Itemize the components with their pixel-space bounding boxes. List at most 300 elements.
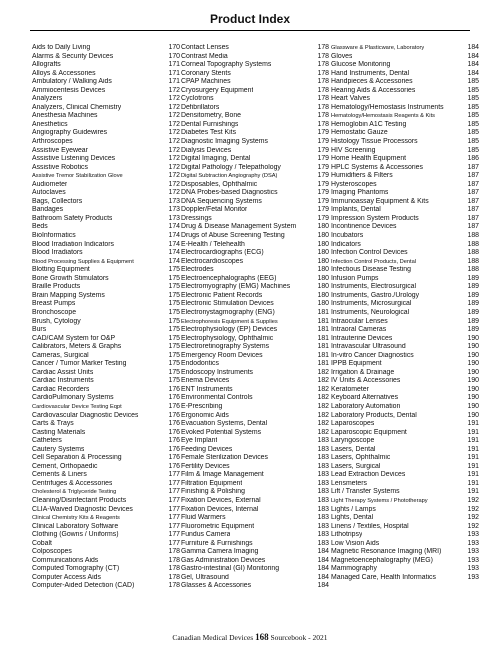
index-entry xyxy=(32,582,180,591)
entry-page: 176 xyxy=(168,454,180,462)
index-entry xyxy=(32,78,180,87)
entry-term: Alloys & Accessories xyxy=(32,69,96,77)
entry-term: Drugs of Abuse Screening Testing xyxy=(181,232,285,240)
entry-term: Lights, Dental xyxy=(331,514,374,522)
entry-page: 175 xyxy=(168,300,180,308)
entry-page: 188 xyxy=(467,240,479,248)
entry-page: 193 xyxy=(467,539,479,547)
index-entry xyxy=(32,386,180,395)
entry-term: Alarms & Security Devices xyxy=(32,52,114,60)
entry-term: Hemostatic Gauze xyxy=(331,129,388,137)
entry-term: Finishing & Polishing xyxy=(181,488,245,496)
index-entry xyxy=(331,70,479,79)
index-entry xyxy=(181,258,329,267)
entry-page: 172 xyxy=(168,120,180,128)
entry-page: 179 xyxy=(317,197,329,205)
entry-page: 191 xyxy=(467,454,479,462)
entry-term: Blood Processing Supplies & Equipment xyxy=(32,258,134,265)
entry-term: Electroencephalographs (EEG) xyxy=(181,274,277,282)
index-entry xyxy=(181,377,329,386)
entry-page: 193 xyxy=(467,531,479,539)
index-entry xyxy=(331,104,479,113)
entry-term: Assistive Listening Devices xyxy=(32,155,116,163)
entry-term: Linens / Textiles, Hospital xyxy=(331,522,409,530)
entry-page: 179 xyxy=(317,189,329,197)
entry-page: 172 xyxy=(168,180,180,188)
entry-page: 182 xyxy=(317,394,329,402)
index-entry xyxy=(32,446,180,455)
entry-page: 179 xyxy=(317,129,329,137)
entry-term: Laryngoscope xyxy=(331,437,375,445)
entry-page: 177 xyxy=(168,505,180,513)
entry-term: Fertility Devices xyxy=(181,462,230,470)
index-entry xyxy=(32,147,180,156)
footer-publication: Canadian Medical Devices xyxy=(172,633,256,642)
entry-term: Allografts xyxy=(32,61,61,69)
entry-term: Low Vision Aids xyxy=(331,539,380,547)
index-entry xyxy=(32,437,180,446)
index-entry xyxy=(181,557,329,566)
index-entry xyxy=(181,70,329,79)
entry-page: 174 xyxy=(168,223,180,231)
entry-term: Enema Devices xyxy=(181,377,230,385)
index-entry xyxy=(331,471,479,480)
entry-term: Digital Subtraction Angiography (DSA) xyxy=(181,173,278,180)
entry-page: 178 xyxy=(168,573,180,581)
entry-term: Electrophysiology, Ophthalmic xyxy=(181,334,274,342)
entry-term: Diabetes Test Kits xyxy=(181,129,237,137)
entry-page: 187 xyxy=(467,163,479,171)
index-entry xyxy=(32,326,180,335)
index-entry xyxy=(331,377,479,386)
entry-page: 180 xyxy=(317,300,329,308)
entry-page: 187 xyxy=(467,197,479,205)
index-entry xyxy=(32,420,180,429)
index-entry xyxy=(181,138,329,147)
index-entry xyxy=(331,300,479,309)
entry-term: Laparoscopic Equipment xyxy=(331,428,407,436)
entry-term: DNA Sequencing Systems xyxy=(181,197,262,205)
entry-page: 192 xyxy=(467,514,479,522)
entry-term: Infectious Disease Testing xyxy=(331,266,411,274)
index-entry xyxy=(32,394,180,403)
index-entry xyxy=(181,249,329,258)
entry-term: Gastro-intestinal (GI) Monitoring xyxy=(181,565,280,573)
entry-term: Contact Lenses xyxy=(181,44,229,51)
entry-term: Electroretinography Systems xyxy=(181,343,270,351)
entry-term: Glasses & Accessories xyxy=(181,582,252,590)
entry-page: 187 xyxy=(467,172,479,180)
entry-page: 190 xyxy=(467,377,479,385)
entry-page: 188 xyxy=(467,232,479,240)
index-entry xyxy=(32,343,180,352)
index-entry xyxy=(331,121,479,130)
entry-page: 171 xyxy=(168,61,180,69)
entry-page: 182 xyxy=(317,420,329,428)
entry-page: 190 xyxy=(467,368,479,376)
index-entry xyxy=(331,172,479,181)
entry-term: Laboratory Automation xyxy=(331,402,401,410)
index-entry xyxy=(181,164,329,173)
entry-page: 186 xyxy=(467,155,479,163)
entry-term: BioInformatics xyxy=(32,232,76,240)
entry-term: Infusion Pumps xyxy=(331,274,379,282)
index-entry xyxy=(181,403,329,412)
index-entry xyxy=(32,471,180,480)
index-entry xyxy=(32,309,180,318)
entry-term: Electronic Patient Records xyxy=(181,291,263,299)
entry-page: 187 xyxy=(467,206,479,214)
entry-page: 175 xyxy=(168,326,180,334)
entry-page: 180 xyxy=(317,257,329,265)
entry-page: 171 xyxy=(168,78,180,86)
entry-page: 174 xyxy=(168,240,180,248)
entry-page: 189 xyxy=(467,317,479,325)
entry-page: 183 xyxy=(317,539,329,547)
entry-page: 185 xyxy=(467,120,479,128)
entry-page: 191 xyxy=(467,488,479,496)
entry-term: Assistive Eyewear xyxy=(32,146,88,154)
entry-term: Filtration Equipment xyxy=(181,479,243,487)
entry-term: Braille Products xyxy=(32,283,81,291)
entry-page: 180 xyxy=(317,232,329,240)
entry-term: Lift / Transfer Systems xyxy=(331,488,400,496)
entry-term: Humidifiers & Filters xyxy=(331,172,393,180)
index-entry xyxy=(181,292,329,301)
index-entry xyxy=(181,326,329,335)
index-entry xyxy=(32,223,180,232)
entry-term: Bags, Collectors xyxy=(32,197,83,205)
index-entry xyxy=(32,155,180,164)
index-entry xyxy=(331,61,479,70)
entry-term: Mammography xyxy=(331,565,377,573)
index-entry xyxy=(181,241,329,250)
index-entry xyxy=(181,523,329,532)
index-entry xyxy=(32,523,180,532)
entry-page: 193 xyxy=(467,565,479,573)
entry-term: Eye Implant xyxy=(181,437,218,445)
entry-term: CAD/CAM System for O&P xyxy=(32,334,116,342)
entry-term: Blotting Equipment xyxy=(32,266,90,274)
entry-page: 172 xyxy=(168,189,180,197)
entry-page: 172 xyxy=(168,95,180,103)
index-entry xyxy=(32,258,180,267)
entry-term: In-vitro Cancer Diagnostics xyxy=(331,351,414,359)
index-entry xyxy=(181,548,329,557)
entry-page: 178 xyxy=(168,556,180,564)
index-entry xyxy=(32,335,180,344)
entry-page: 184 xyxy=(317,582,329,590)
entry-page: 179 xyxy=(317,172,329,180)
entry-page: 190 xyxy=(467,351,479,359)
entry-page: 187 xyxy=(467,180,479,188)
entry-page: 180 xyxy=(317,240,329,248)
entry-term: Breast Pumps xyxy=(32,300,76,308)
index-entry xyxy=(331,112,479,121)
entry-page: 192 xyxy=(467,505,479,513)
index-entry xyxy=(331,223,479,232)
index-entry xyxy=(331,412,479,421)
entry-term: Cardiovascular Diagnostic Devices xyxy=(32,411,139,419)
entry-term: Hematology/Hemostasis Reagents & Kits xyxy=(331,113,435,120)
entry-term: Assistive Tremor Stabilization Glove xyxy=(32,173,123,180)
index-entry xyxy=(331,360,479,369)
entry-term: Bronchoscope xyxy=(32,308,77,316)
entry-page: 185 xyxy=(467,112,479,120)
index-entry xyxy=(331,181,479,190)
entry-term: HIV Screening xyxy=(331,146,376,154)
entry-term: Intraoral Cameras xyxy=(331,326,387,334)
entry-page: 178 xyxy=(317,61,329,69)
entry-page: 188 xyxy=(467,257,479,265)
entry-term: Gel, Ultrasound xyxy=(181,573,229,581)
entry-term: Hand Instruments, Dental xyxy=(331,69,410,77)
entry-page: 178 xyxy=(168,582,180,590)
index-entry xyxy=(32,95,180,104)
entry-term: Keratometer xyxy=(331,385,369,393)
entry-term: Assistive Robotics xyxy=(32,163,88,171)
entry-page: 187 xyxy=(467,214,479,222)
entry-term: Cancer / Tumor Marker Testing xyxy=(32,360,127,368)
entry-term: Cyclotrons xyxy=(181,95,214,103)
entry-term: Analyzers, Clinical Chemistry xyxy=(32,103,122,111)
entry-term: Instruments, Microsurgical xyxy=(331,300,412,308)
entry-page: 184 xyxy=(467,52,479,60)
index-entry xyxy=(331,437,479,446)
entry-term: Corneal Topography Systems xyxy=(181,61,272,69)
entry-term: Instruments, Neurological xyxy=(331,308,410,316)
entry-term: Blood Irradiators xyxy=(32,249,83,257)
index-entry xyxy=(331,215,479,224)
index-entry xyxy=(331,95,479,104)
entry-term: Clinical Laboratory Software xyxy=(32,522,119,530)
index-column-1 xyxy=(32,44,180,591)
entry-page: 185 xyxy=(467,146,479,154)
entry-page: 184 xyxy=(317,556,329,564)
entry-page: 190 xyxy=(467,402,479,410)
index-entry xyxy=(181,488,329,497)
entry-term: Digital Pathology / Telepathology xyxy=(181,163,281,171)
entry-term: Aids to Daily Living xyxy=(32,44,91,51)
index-entry xyxy=(32,266,180,275)
entry-page: 175 xyxy=(168,343,180,351)
entry-page: 178 xyxy=(317,120,329,128)
entry-term: Angiography Guidewires xyxy=(32,129,108,137)
index-entry xyxy=(181,335,329,344)
entry-page: 178 xyxy=(317,69,329,77)
entry-page: 181 xyxy=(317,360,329,368)
entry-page: 175 xyxy=(168,266,180,274)
entry-page: 178 xyxy=(317,112,329,120)
entry-term: Lights / Lamps xyxy=(331,505,376,513)
entry-term: Endodontics xyxy=(181,360,219,368)
entry-page: 185 xyxy=(467,129,479,137)
index-entry xyxy=(331,514,479,523)
entry-page: 176 xyxy=(168,394,180,402)
entry-page: 183 xyxy=(317,531,329,539)
index-entry xyxy=(331,352,479,361)
index-entry xyxy=(181,463,329,472)
entry-term: IPPB Equipment xyxy=(331,360,382,368)
entry-term: Hematology/Hemostasis Instruments xyxy=(331,103,444,111)
index-column-3 xyxy=(331,44,479,582)
entry-page: 189 xyxy=(467,291,479,299)
entry-term: Contrast Media xyxy=(181,52,228,60)
index-entry xyxy=(331,386,479,395)
entry-term: Magnetic Resonance Imaging (MRI) xyxy=(331,548,442,556)
index-entry xyxy=(331,147,479,156)
entry-page: 172 xyxy=(168,86,180,94)
entry-term: Cardiovascular Device Testing Eqpt xyxy=(32,403,122,410)
index-entry xyxy=(181,318,329,327)
index-entry xyxy=(181,215,329,224)
index-entry xyxy=(331,232,479,241)
index-entry xyxy=(331,557,479,566)
index-column-2 xyxy=(181,44,329,591)
entry-page: 190 xyxy=(467,360,479,368)
entry-term: Indicators xyxy=(331,240,361,248)
entry-term: Cardiac Assist Units xyxy=(32,368,94,376)
index-entry xyxy=(32,531,180,540)
index-entry xyxy=(331,87,479,96)
entry-page: 177 xyxy=(168,514,180,522)
entry-page: 181 xyxy=(317,343,329,351)
entry-term: Cameras, Surgical xyxy=(32,351,89,359)
index-entry xyxy=(331,249,479,258)
index-entry xyxy=(32,241,180,250)
entry-page: 185 xyxy=(467,103,479,111)
entry-page: 176 xyxy=(168,420,180,428)
index-entry xyxy=(181,44,329,53)
entry-term: Evacuation Systems, Dental xyxy=(181,420,268,428)
index-entry xyxy=(331,241,479,250)
entry-page: 179 xyxy=(317,163,329,171)
index-entry xyxy=(181,412,329,421)
entry-term: Incontinence Devices xyxy=(331,223,397,231)
entry-page: 190 xyxy=(467,385,479,393)
entry-term: Laboratory Products, Dental xyxy=(331,411,417,419)
index-entry xyxy=(32,463,180,472)
entry-term: Impression System Products xyxy=(331,214,419,222)
index-entry xyxy=(331,198,479,207)
entry-page: 175 xyxy=(168,317,180,325)
index-entry xyxy=(331,463,479,472)
index-entry xyxy=(181,437,329,446)
entry-page: 180 xyxy=(317,249,329,257)
entry-term: Electrodes xyxy=(181,266,214,274)
entry-page: 189 xyxy=(467,283,479,291)
entry-term: Arthroscopes xyxy=(32,138,73,146)
entry-term: Implants, Dental xyxy=(331,206,381,214)
entry-term: CardioPulmonary Systems xyxy=(32,394,114,402)
entry-term: Carts & Trays xyxy=(32,420,74,428)
entry-term: Lasers, Surgical xyxy=(331,462,381,470)
entry-term: Immunoassay Equipment & Kits xyxy=(331,197,429,205)
index-entry xyxy=(32,548,180,557)
index-entry xyxy=(181,429,329,438)
entry-page: 184 xyxy=(317,573,329,581)
entry-page: 178 xyxy=(168,548,180,556)
index-entry xyxy=(32,164,180,173)
entry-page: 183 xyxy=(317,488,329,496)
entry-page: 179 xyxy=(317,146,329,154)
entry-term: Gas Administration Devices xyxy=(181,556,266,564)
entry-page: 172 xyxy=(168,172,180,180)
index-entry xyxy=(331,497,479,506)
index-entry xyxy=(181,343,329,352)
entry-page: 190 xyxy=(467,343,479,351)
entry-page: 191 xyxy=(467,437,479,445)
index-entry xyxy=(331,266,479,275)
index-entry xyxy=(32,232,180,241)
entry-page: 180 xyxy=(317,283,329,291)
index-entry xyxy=(181,266,329,275)
entry-term: Cautery Systems xyxy=(32,445,85,453)
entry-page: 181 xyxy=(317,317,329,325)
entry-page: 179 xyxy=(317,214,329,222)
entry-term: Fixation Devices, Internal xyxy=(181,505,259,513)
index-entry xyxy=(32,104,180,113)
entry-term: Clinical Chemistry Kits & Reagents xyxy=(32,515,120,522)
entry-page: 172 xyxy=(168,138,180,146)
entry-term: Furniture & Furnishings xyxy=(181,539,253,547)
index-entry xyxy=(331,454,479,463)
page-title: Product Index xyxy=(209,12,290,26)
index-entry xyxy=(181,506,329,515)
entry-term: Ambulatory / Walking Aids xyxy=(32,78,112,86)
entry-page: 177 xyxy=(168,471,180,479)
entry-term: Bathroom Safety Products xyxy=(32,214,113,222)
entry-page: 187 xyxy=(467,189,479,197)
entry-term: IV Units & Accessories xyxy=(331,377,401,385)
index-entry xyxy=(32,514,180,523)
entry-page: 193 xyxy=(467,556,479,564)
index-entry xyxy=(331,309,479,318)
index-entry xyxy=(331,318,479,327)
index-entry xyxy=(181,480,329,489)
index-entry xyxy=(181,275,329,284)
entry-page: 177 xyxy=(168,488,180,496)
entry-term: Imaging Phantoms xyxy=(331,189,389,197)
page-number: 168 xyxy=(255,632,269,642)
entry-term: Hearing Aids & Accessories xyxy=(331,86,416,94)
index-entry xyxy=(331,369,479,378)
entry-term: Handpieces & Accessories xyxy=(331,78,413,86)
entry-page: 176 xyxy=(168,462,180,470)
index-entry xyxy=(331,343,479,352)
entry-term: Brush, Cytology xyxy=(32,317,81,325)
entry-term: Fundus Camera xyxy=(181,531,231,539)
entry-term: Instruments, Electrosurgical xyxy=(331,283,417,291)
index-entry xyxy=(32,112,180,121)
entry-term: Infection Control Devices xyxy=(331,249,408,257)
entry-term: Ergonomic Aids xyxy=(181,411,229,419)
entry-term: Hemoglobin A1C Testing xyxy=(331,120,407,128)
entry-term: Defibrillators xyxy=(181,103,220,111)
entry-page: 176 xyxy=(168,428,180,436)
entry-term: Cements & Liners xyxy=(32,471,87,479)
index-entry xyxy=(32,189,180,198)
entry-term: Computed Tomography (CT) xyxy=(32,565,120,573)
index-entry xyxy=(181,394,329,403)
index-entry xyxy=(32,318,180,327)
entry-term: Histology Tissue Processors xyxy=(331,138,418,146)
entry-term: Disposables, Ophthalmic xyxy=(181,180,258,188)
entry-page: 172 xyxy=(168,155,180,163)
entry-page: 191 xyxy=(467,428,479,436)
index-entry xyxy=(181,129,329,138)
entry-term: Environmental Controls xyxy=(181,394,253,402)
